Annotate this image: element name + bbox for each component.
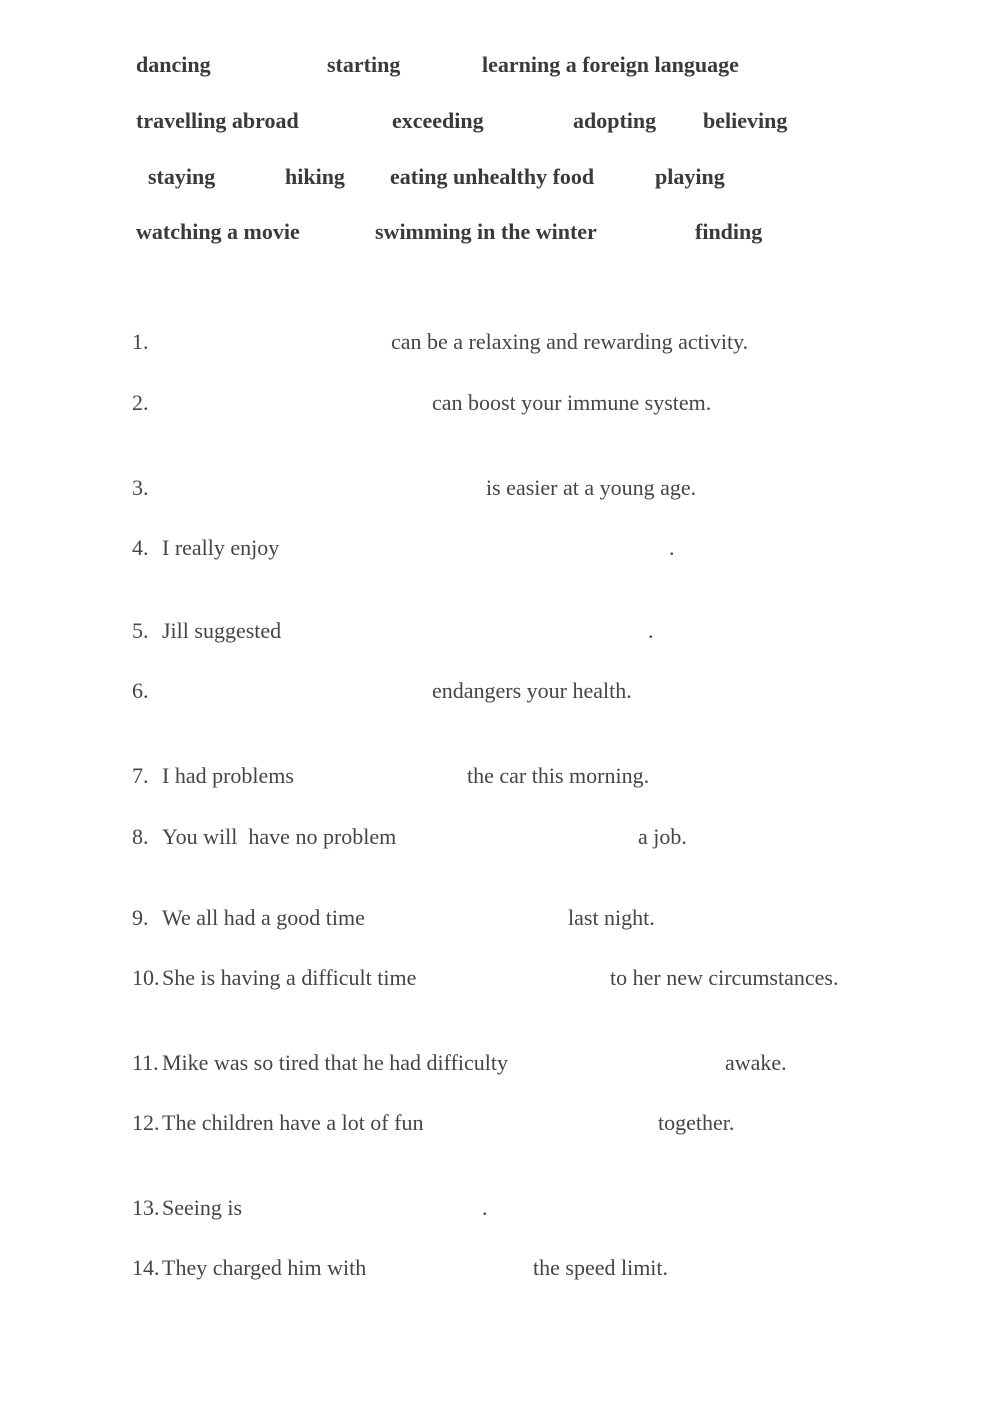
word-bank-item[interactable]: staying [148, 164, 216, 189]
question-text-after: . [482, 1195, 488, 1220]
question-text-after: can be a relaxing and rewarding activity. [391, 329, 749, 354]
word-bank-item[interactable]: watching a movie [136, 219, 300, 244]
question-text-before: You will have no problem [162, 824, 397, 849]
question-number: 5. [132, 618, 149, 643]
question-number: 3. [132, 475, 149, 500]
word-bank-item[interactable]: learning a foreign language [482, 52, 739, 77]
word-bank-item[interactable]: playing [655, 164, 725, 189]
question-text-after: to her new circumstances. [610, 965, 839, 990]
question-number: 1. [132, 329, 149, 354]
question-text-before: Seeing is [162, 1195, 243, 1220]
question-number: 12. [132, 1110, 160, 1135]
question-text-after: a job. [638, 824, 687, 849]
question-text-before: Jill suggested [162, 618, 282, 643]
question-text-after: is easier at a young age. [486, 475, 697, 500]
word-bank-item[interactable]: hiking [285, 164, 345, 189]
question-number: 13. [132, 1195, 160, 1220]
question-text-after: . [669, 535, 675, 560]
question-text-before: I had problems [162, 763, 294, 788]
question-number: 2. [132, 390, 149, 415]
question-number: 7. [132, 763, 149, 788]
question-number: 6. [132, 678, 149, 703]
word-bank-item[interactable]: dancing [136, 52, 211, 77]
question-text-after: the car this morning. [467, 763, 650, 788]
question-number: 14. [132, 1255, 160, 1280]
question-text-before: She is having a difficult time [162, 965, 417, 990]
word-bank-item[interactable]: eating unhealthy food [390, 164, 595, 189]
word-bank-item[interactable]: finding [695, 219, 763, 244]
word-bank-item[interactable]: exceeding [392, 108, 484, 133]
question-text-after: the speed limit. [533, 1255, 669, 1280]
question-text-after: can boost your immune system. [432, 390, 712, 415]
question-text-before: We all had a good time [162, 905, 365, 930]
question-text-after: last night. [568, 905, 655, 930]
word-bank-item[interactable]: swimming in the winter [375, 219, 597, 244]
question-text-before: They charged him with [162, 1255, 367, 1280]
question-text-before: The children have a lot of fun [162, 1110, 424, 1135]
question-number: 4. [132, 535, 149, 560]
question-number: 9. [132, 905, 149, 930]
word-bank-item[interactable]: travelling abroad [136, 108, 299, 133]
question-number: 11. [132, 1050, 159, 1075]
question-text-after: . [648, 618, 654, 643]
question-text-after: together. [658, 1110, 735, 1135]
question-number: 8. [132, 824, 149, 849]
question-text-before: I really enjoy [162, 535, 280, 560]
word-bank-item[interactable]: starting [327, 52, 401, 77]
question-text-after: endangers your health. [432, 678, 632, 703]
word-bank-item[interactable]: adopting [573, 108, 657, 133]
question-text-after: awake. [725, 1050, 787, 1075]
question-number: 10. [132, 965, 160, 990]
word-bank-item[interactable]: believing [703, 108, 788, 133]
question-text-before: Mike was so tired that he had difficulty [162, 1050, 509, 1075]
